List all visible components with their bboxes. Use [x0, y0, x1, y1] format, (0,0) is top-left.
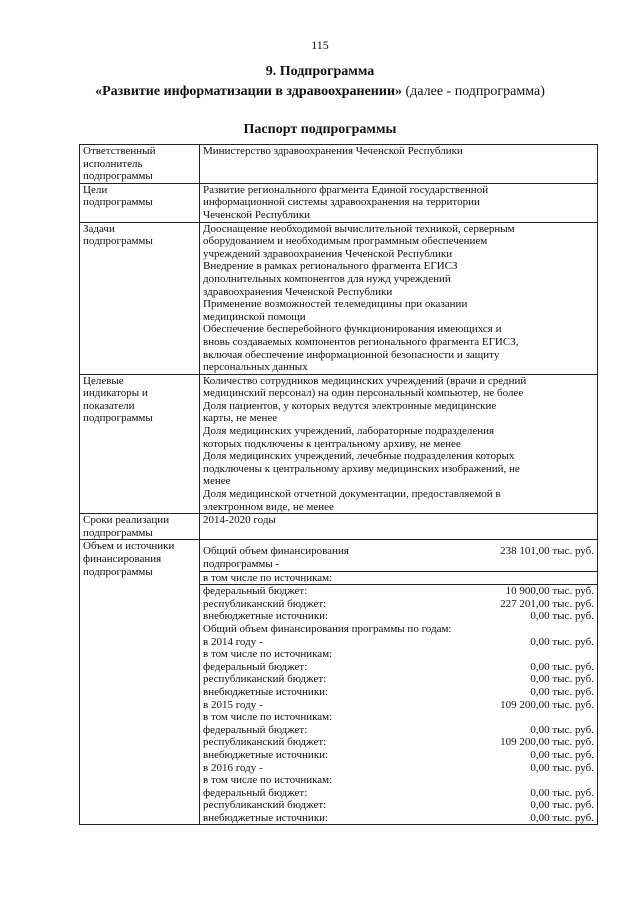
fin-republic	[203, 736, 594, 749]
value-line: Чеченской Республики	[203, 208, 311, 221]
row-responsible	[80, 145, 598, 184]
fin-value: 227 201,00 тыс. руб.	[500, 597, 594, 610]
fin-total-label-2: подпрограммы -	[200, 558, 597, 572]
fin-extra	[203, 686, 594, 699]
fin-extra	[203, 749, 594, 762]
fin-value: 0,00 тыс. руб.	[530, 748, 594, 761]
label-line: Цели	[83, 183, 108, 196]
value-line: Развитие регионального фрагмента Единой государственной	[203, 183, 489, 196]
passport-title: Паспорт подпрограммы	[243, 122, 397, 137]
value-line: Количество сотрудников медицинских учреждений (врачи и средний	[203, 374, 527, 387]
subprogram-title: 9. Подпрограмма	[265, 64, 375, 79]
fin-value: 10 900,00 тыс. руб.	[505, 585, 594, 598]
page-number: 115	[311, 38, 329, 52]
row-value	[200, 514, 598, 540]
row-terms	[80, 514, 598, 540]
label-line: индикаторы и	[83, 387, 148, 400]
fin-federal	[203, 724, 594, 737]
value-line: Доля медицинских учреждений, лабораторные подразделения	[203, 425, 495, 438]
subprogram-note: (далее - подпрограмма)	[402, 84, 545, 99]
subprogram-subtitle	[0, 84, 640, 100]
value-line: вновь создаваемых компонентов регионального фрагмента ЕГИСЗ,	[203, 335, 519, 348]
row-label	[80, 540, 200, 825]
value-line: которых подключены к центральному архиву, не менее	[203, 437, 461, 450]
fin-federal	[203, 787, 594, 800]
fin-label: федеральный бюджет:	[203, 723, 308, 736]
value-line: информационной системы здравоохранения на территории	[203, 196, 480, 209]
fin-value: 0,00 тыс. руб.	[530, 610, 594, 623]
label-line: Задачи	[83, 222, 115, 235]
label-line: подпрограммы	[83, 196, 153, 209]
fin-label: республиканский бюджет:	[203, 597, 327, 610]
label-line: Сроки реализации	[83, 514, 170, 527]
fin-label: федеральный бюджет:	[203, 585, 308, 598]
row-label	[80, 514, 200, 540]
row-label	[80, 374, 200, 514]
fin-value: 0,00 тыс. руб.	[530, 811, 594, 824]
fin-year-label: в 2015 году -	[203, 698, 263, 711]
fin-value: 0,00 тыс. руб.	[530, 761, 594, 774]
row-financing	[80, 540, 598, 825]
row-value	[200, 374, 598, 514]
fin-total-value: 238 101,00 тыс. руб.	[500, 545, 594, 558]
fin-sources-label: в том числе по источникам:	[203, 711, 333, 724]
label-line: подпрограммы	[83, 170, 153, 183]
fin-year-label: в 2016 году -	[203, 761, 263, 774]
subprogram-name: «Развитие информатизации в здравоохранении»	[95, 84, 403, 99]
label-line: исполнитель	[83, 157, 143, 170]
fin-value: 109 200,00 тыс. руб.	[500, 698, 594, 711]
value-line: Применение возможностей телемедицины при оказании	[203, 298, 468, 311]
fin-federal	[203, 585, 594, 598]
fin-republic	[203, 598, 594, 611]
label-line: подпрограммы	[83, 565, 153, 578]
fin-value: 0,00 тыс. руб.	[530, 660, 594, 673]
fin-label: внебюджетные источники:	[203, 685, 329, 698]
row-value	[200, 540, 598, 825]
fin-federal	[203, 661, 594, 674]
fin-year-2015	[203, 699, 594, 712]
fin-label: внебюджетные источники:	[203, 610, 329, 623]
value-line: электронном виде, не менее	[203, 500, 334, 513]
label-line: подпрограммы	[83, 526, 153, 539]
value-line: здравоохранения Чеченской Республики	[203, 285, 393, 298]
value-line: Обеспечение бесперебойного функционирования имеющихся и	[203, 323, 502, 336]
value-line: карты, не менее	[203, 412, 278, 425]
value-line: Доля пациентов, у которых ведутся электронные медицинские	[203, 399, 497, 412]
fin-year-label: в 2014 году -	[203, 635, 263, 648]
label-line: Целевые	[83, 374, 124, 387]
fin-value: 0,00 тыс. руб.	[530, 786, 594, 799]
fin-value: 0,00 тыс. руб.	[530, 635, 594, 648]
value-line: менее	[203, 475, 231, 488]
value-line: Доля медицинской отчетной документации, предоставляемой в	[203, 488, 501, 501]
value-line: включая обеспечение информационной безопасности и защиту	[203, 348, 500, 361]
fin-label: республиканский бюджет:	[203, 799, 327, 812]
fin-year-2014	[203, 636, 594, 649]
fin-total	[203, 545, 594, 558]
fin-value: 109 200,00 тыс. руб.	[500, 736, 594, 749]
fin-value: 0,00 тыс. руб.	[530, 799, 594, 812]
value-line: дополнительных компонентов для нужд учреждений	[203, 272, 451, 285]
value-line: учреждений здравоохранения Чеченской Республики	[203, 247, 453, 260]
label-line: подпрограммы	[83, 412, 153, 425]
value-line: медицинский персонал) на один персональный компьютер, не более	[203, 387, 524, 400]
fin-label: федеральный бюджет:	[203, 786, 308, 799]
value-line: 2014-2020 годы	[203, 514, 276, 527]
fin-republic	[203, 673, 594, 686]
fin-extra	[203, 812, 594, 825]
fin-extra	[203, 610, 594, 623]
row-goals	[80, 183, 598, 222]
value-line: Внедрение в рамках регионального фрагмента ЕГИСЗ	[203, 260, 458, 273]
value-line: Доля медицинских учреждений, лечебные подразделения которых	[203, 450, 515, 463]
row-label	[80, 222, 200, 374]
fin-year-2016	[203, 762, 594, 775]
label-line: Объем и источники	[83, 540, 175, 553]
label-line: Ответственный	[83, 145, 156, 157]
row-value	[200, 145, 598, 184]
label-line: показатели	[83, 399, 135, 412]
row-indicators	[80, 374, 598, 514]
fin-sources-label: в том числе по источникам:	[203, 648, 333, 661]
row-tasks	[80, 222, 598, 374]
row-label	[80, 145, 200, 184]
fin-label: республиканский бюджет:	[203, 736, 327, 749]
fin-sources-label: в том числе по источникам:	[203, 774, 333, 787]
fin-value: 0,00 тыс. руб.	[530, 685, 594, 698]
row-value	[200, 183, 598, 222]
label-line: финансирования	[83, 553, 162, 565]
label-line: подпрограммы	[83, 235, 153, 248]
fin-value: 0,00 тыс. руб.	[530, 673, 594, 686]
row-label	[80, 183, 200, 222]
value-line: оборудованием и необходимым программным обеспечением	[203, 235, 488, 248]
value-line: персональных данных	[203, 361, 308, 374]
row-value	[200, 222, 598, 374]
fin-by-years-label: Общий объем финансирования программы по годам:	[203, 622, 452, 635]
fin-label: республиканский бюджет:	[203, 673, 327, 686]
value-line: Дооснащение необходимой вычислительной техникой, серверным	[203, 222, 515, 235]
fin-label: внебюджетные источники:	[203, 748, 329, 761]
fin-republic	[203, 799, 594, 812]
passport-table	[79, 144, 598, 825]
fin-value: 0,00 тыс. руб.	[530, 723, 594, 736]
fin-total-label: Общий объем финансирования	[203, 545, 349, 558]
value-line: Министерство здравоохранения Чеченской Республики	[203, 145, 463, 157]
fin-sources-label: в том числе по источникам:	[200, 572, 597, 586]
value-line: подключены к центральному архиву медицинских изображений, не	[203, 462, 520, 475]
value-line: медицинской помощи	[203, 310, 306, 323]
fin-label: федеральный бюджет:	[203, 660, 308, 673]
fin-label: внебюджетные источники:	[203, 811, 329, 824]
